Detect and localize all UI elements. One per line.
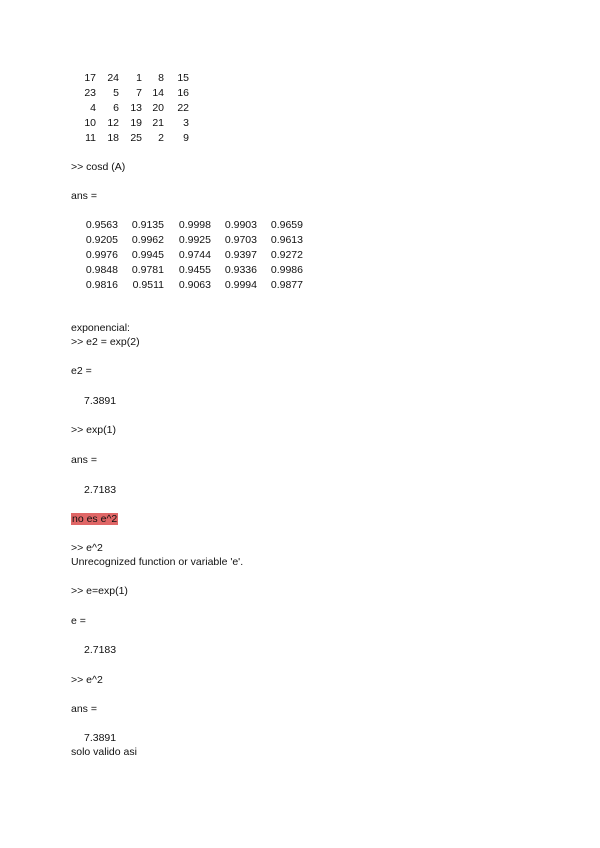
matrix-cell: 0.9336 <box>224 264 257 276</box>
matrix-cell: 0.9397 <box>224 249 257 261</box>
matrix-cell: 0.9511 <box>132 279 164 291</box>
command-cosd: >> cosd (A) <box>71 161 126 173</box>
matrix-cell: 0.9877 <box>270 279 303 291</box>
command-exp1: >> exp(1) <box>71 424 116 436</box>
matrix-cell: 0.9063 <box>178 279 211 291</box>
matrix-cell: 13 <box>130 102 142 114</box>
matrix-cell: 0.9455 <box>178 264 211 276</box>
matrix-cell: 8 <box>158 72 164 84</box>
matrix-cell: 12 <box>107 117 119 129</box>
matrix-cell: 19 <box>130 117 142 129</box>
matrix-cell: 3 <box>183 117 189 129</box>
command-e-power: >> e^2 <box>71 674 103 686</box>
matrix-cell: 7 <box>136 87 142 99</box>
matrix-cell: 0.9613 <box>270 234 303 246</box>
command-e2: >> e2 = exp(2) <box>71 336 140 348</box>
matrix-cell: 10 <box>84 117 96 129</box>
ans-label: ans = <box>71 454 97 466</box>
matrix-cell: 0.9703 <box>224 234 257 246</box>
matrix-cell: 0.9135 <box>131 219 164 231</box>
exp1-value: 2.7183 <box>84 484 117 496</box>
matrix-cell: 25 <box>130 132 142 144</box>
e-value: 2.7183 <box>84 644 117 656</box>
matrix-cell: 4 <box>90 102 96 114</box>
matrix-cell: 2 <box>158 132 164 144</box>
e-label: e = <box>71 615 86 627</box>
result-value: 7.3891 <box>84 732 117 744</box>
matrix-cell: 0.9848 <box>85 264 118 276</box>
final-note: solo valido asi <box>71 746 137 758</box>
matrix-cell: 14 <box>152 87 164 99</box>
section-heading-exponencial: exponencial: <box>71 322 130 334</box>
matrix-cell: 0.9945 <box>131 249 164 261</box>
e2-label: e2 = <box>71 365 92 377</box>
matrix-cell: 0.9925 <box>178 234 211 246</box>
matrix-cell: 0.9994 <box>224 279 257 291</box>
matrix-cell: 0.9976 <box>85 249 118 261</box>
matrix-cell: 11 <box>85 132 96 144</box>
matrix-cell: 15 <box>177 72 189 84</box>
highlighted-note-text: no es e^2 <box>72 513 118 525</box>
matrix-cell: 0.9563 <box>85 219 118 231</box>
matrix-cell: 23 <box>84 87 96 99</box>
matrix-cell: 0.9962 <box>131 234 164 246</box>
matrix-cell: 0.9986 <box>270 264 303 276</box>
matrix-cell: 0.9781 <box>131 264 164 276</box>
matrix-cell: 21 <box>152 117 164 129</box>
matrix-cell: 0.9744 <box>178 249 211 261</box>
e2-value: 7.3891 <box>84 395 117 407</box>
matrix-cell: 0.9903 <box>224 219 257 231</box>
matrix-cell: 17 <box>84 72 96 84</box>
matrix-cell: 16 <box>177 87 189 99</box>
matrix-cell: 22 <box>177 102 189 114</box>
matrix-cell: 20 <box>152 102 164 114</box>
matrix-cell: 1 <box>136 72 142 84</box>
command-e-power: >> e^2 <box>71 542 103 554</box>
matrix-cell: 18 <box>107 132 119 144</box>
matrix-cell: 24 <box>107 72 119 84</box>
matrix-cell: 0.9659 <box>270 219 303 231</box>
ans-label: ans = <box>71 703 97 715</box>
highlighted-note <box>71 512 118 526</box>
matrix-cell: 6 <box>113 102 119 114</box>
matrix-cell: 9 <box>183 132 189 144</box>
error-message: Unrecognized function or variable 'e'. <box>71 556 244 568</box>
matrix-cell: 0.9272 <box>270 249 303 261</box>
matrix-cell: 0.9205 <box>85 234 118 246</box>
matrix-cell: 0.9816 <box>85 279 118 291</box>
matrix-cell: 5 <box>113 87 119 99</box>
matrix-cell: 0.9998 <box>178 219 211 231</box>
ans-label: ans = <box>71 190 97 202</box>
command-e-assign: >> e=exp(1) <box>71 585 128 597</box>
